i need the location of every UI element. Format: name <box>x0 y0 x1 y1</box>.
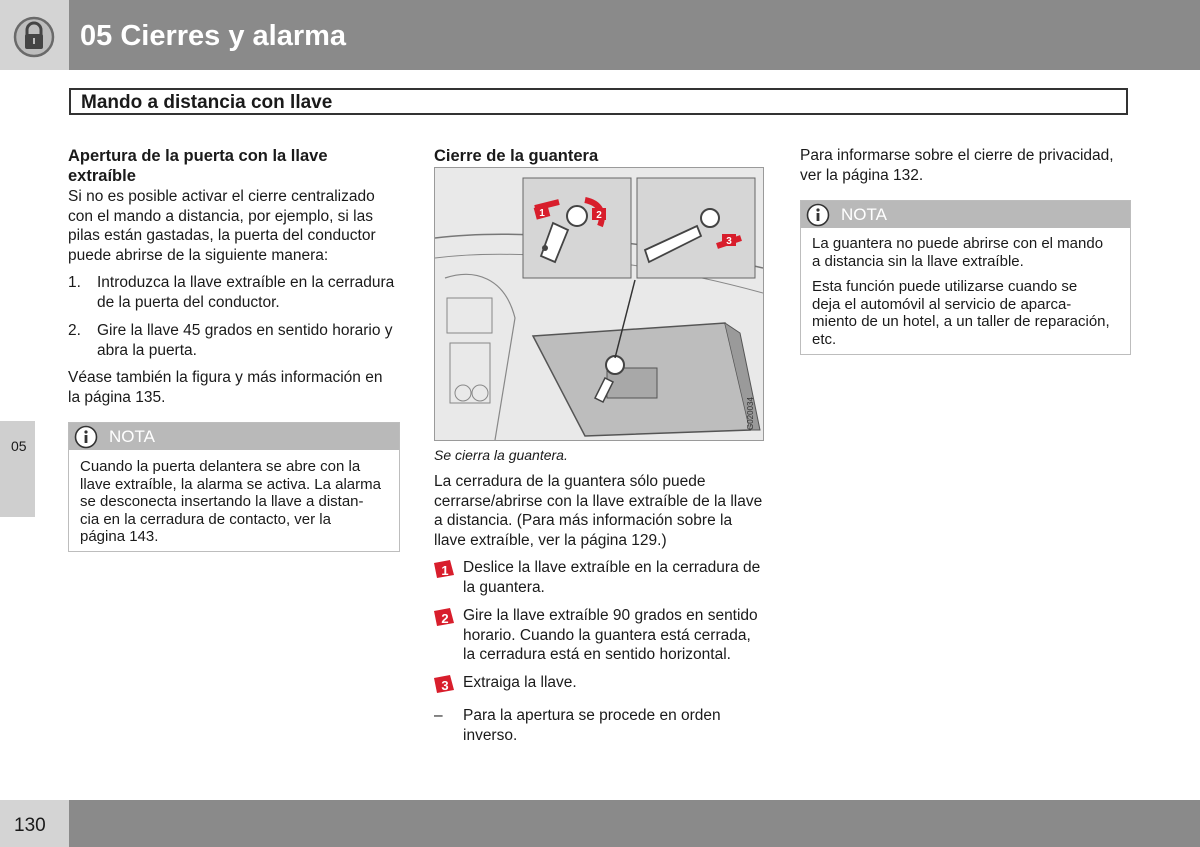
page-number: 130 <box>14 815 46 836</box>
chapter-title: 05 Cierres y alarma <box>80 20 347 52</box>
col2-heading: Cierre de la guantera <box>434 147 599 165</box>
figure-code: G020034 <box>746 397 755 430</box>
step-badge-1 <box>434 560 454 578</box>
figure-callout-3 <box>722 234 736 247</box>
text-line: La guantera no puede abrirse con el mando <box>812 235 1104 252</box>
figure-caption: Se cierra la guantera. <box>434 447 568 463</box>
chapter-side-tab-label: 05 <box>11 438 27 454</box>
text-line: Véase también la figura y más información en <box>68 369 383 386</box>
note-header <box>69 423 399 450</box>
section-title: Mando a distancia con llave <box>81 92 333 113</box>
text-line: Cuando la puerta delantera se abre con la <box>80 458 361 475</box>
col1-heading: Apertura de la puerta con la llave extraíble <box>68 147 328 185</box>
step-number: 2. <box>68 322 81 339</box>
step-badge-3 <box>434 675 454 693</box>
text-line: cia en la cerradura de contacto, ver la <box>80 510 331 528</box>
note-header <box>801 201 1130 228</box>
step-number: 2 <box>441 611 449 626</box>
text-line: Gire la llave extraíble 90 grados en sentido <box>463 607 758 624</box>
figure-callout-label: 3 <box>726 236 732 247</box>
text-line: Si no es posible activar el cierre centralizado <box>68 188 375 205</box>
note-title: NOTA <box>109 427 155 446</box>
col2-step-3 <box>434 673 779 693</box>
col2-dash-item <box>434 706 779 745</box>
figure-callout-label: 1 <box>539 208 545 219</box>
text-line: Esta función puede utilizarse cuando se <box>812 278 1078 295</box>
glovebox-figure <box>434 167 764 441</box>
text-line: la cerradura está en sentido horizontal. <box>463 646 731 663</box>
text-line: página 143. <box>80 528 159 545</box>
text-line: llave extraíble, la alarma se activa. La alarma <box>80 475 381 493</box>
step-badge-2 <box>434 608 454 626</box>
note-body-para-2 <box>812 278 1127 348</box>
text-line: la guantera. <box>463 578 545 596</box>
text-line: a distancia. (Para más información sobre la <box>434 512 733 529</box>
footer-bar <box>69 800 1200 847</box>
info-icon <box>806 203 830 227</box>
col3-note-box <box>800 200 1131 355</box>
text-line: Introduzca la llave extraíble en la cerradura <box>97 274 395 291</box>
text-line: llave extraíble, ver la página 129.) <box>434 531 667 549</box>
step-number: 1. <box>68 274 81 291</box>
text-line: horario. Cuando la guantera está cerrada, <box>463 626 751 644</box>
text-line: Deslice la llave extraíble en la cerradura de <box>463 559 761 576</box>
chapter-side-tab <box>0 421 35 517</box>
lock-icon <box>13 16 55 58</box>
text-line: deja el automóvil al servicio de aparca- <box>812 295 1072 313</box>
figure-callout-label: 2 <box>596 210 602 221</box>
col2-step-1 <box>434 558 779 597</box>
text-line: inverso. <box>463 726 518 744</box>
col1-note-box <box>68 422 400 552</box>
note-body-para-1 <box>812 235 1127 270</box>
col1-intro <box>68 187 408 265</box>
text-line: pilas están gastadas, la puerta del conductor <box>68 227 376 244</box>
dash-marker: – <box>434 707 443 724</box>
col2-step-2 <box>434 606 779 665</box>
text-line: a distancia sin la llave extraíble. <box>812 252 1024 270</box>
col2-body <box>434 472 779 550</box>
text-line: Para la apertura se procede en orden <box>463 707 721 724</box>
col1-step-2 <box>68 321 408 360</box>
text-line: la página 135. <box>68 388 166 406</box>
text-line: se desconecta insertando la llave a distan- <box>80 493 364 510</box>
text-line: Gire la llave 45 grados en sentido horario y <box>97 322 393 339</box>
step-number: 3 <box>441 678 449 693</box>
text-line: puede abrirse de la siguiente manera: <box>68 246 329 264</box>
text-line: Extraiga la llave. <box>463 674 577 691</box>
note-body <box>80 458 395 546</box>
text-line: La cerradura de la guantera sólo puede <box>434 473 706 490</box>
col1-see-also <box>68 368 408 407</box>
text-line: con el mando a distancia, por ejemplo, si las <box>68 207 373 225</box>
text-line: de la puerta del conductor. <box>97 293 280 311</box>
step-number: 1 <box>441 563 449 578</box>
text-line: cerrarse/abrirse con la llave extraíble de la llave <box>434 492 763 510</box>
col1-step-1 <box>68 273 408 312</box>
text-line: abra la puerta. <box>97 341 197 359</box>
text-line: ver la página 132. <box>800 166 924 184</box>
text-line: miento de un hotel, a un taller de reparación, <box>812 313 1110 330</box>
note-title: NOTA <box>841 205 887 224</box>
glovebox-illustration <box>435 168 763 440</box>
figure-callout-2 <box>592 208 606 221</box>
text-line: etc. <box>812 330 837 348</box>
info-icon <box>74 425 98 449</box>
col3-intro <box>800 146 1140 185</box>
text-line: Para informarse sobre el cierre de privacidad, <box>800 147 1114 164</box>
